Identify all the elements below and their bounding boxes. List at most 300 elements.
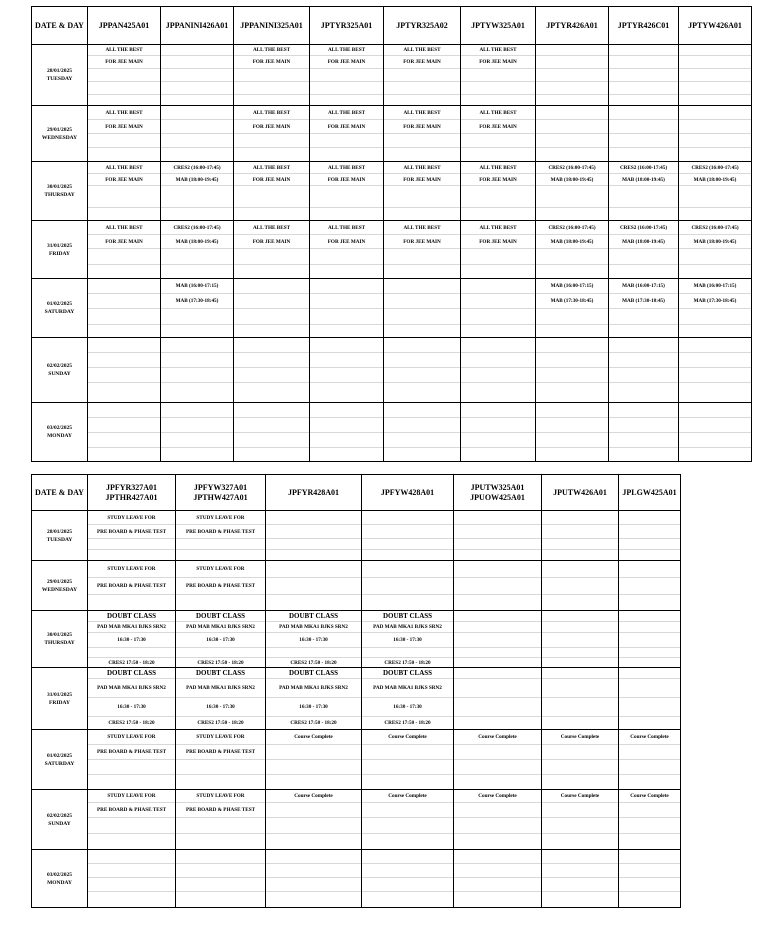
schedule-cell bbox=[161, 106, 234, 120]
schedule-cell: DOUBT CLASS bbox=[176, 611, 266, 622]
schedule-cell bbox=[619, 803, 681, 818]
schedule-cell bbox=[176, 648, 266, 658]
schedule-cell bbox=[161, 148, 234, 162]
schedule-cell: FOR JEE MAIN bbox=[88, 235, 161, 249]
schedule-cell bbox=[234, 265, 310, 279]
day-label: SUNDAY bbox=[48, 820, 71, 827]
schedule-cell bbox=[542, 892, 619, 908]
schedule-cell: STUDY LEAVE FOR bbox=[176, 561, 266, 578]
schedule-cell: PAD MAB MKA1 BJKS SRN2 bbox=[362, 622, 454, 633]
schedule-cell: FOR JEE MAIN bbox=[234, 120, 310, 134]
schedule-cell bbox=[161, 418, 234, 433]
schedule-cell bbox=[161, 433, 234, 448]
schedule-cell bbox=[461, 325, 536, 338]
schedule-cell bbox=[234, 353, 310, 368]
timetable-batch-group-1 bbox=[31, 6, 752, 462]
schedule-cell bbox=[609, 249, 679, 265]
schedule-cell bbox=[536, 56, 609, 69]
schedule-cell bbox=[542, 698, 619, 717]
schedule-cell: PRE BOARD & PHASE TEST bbox=[176, 578, 266, 595]
day-label: SATURDAY bbox=[44, 760, 75, 767]
timetable-row bbox=[32, 511, 681, 525]
schedule-cell: PAD MAB MKA1 BJKS SRN2 bbox=[88, 679, 176, 698]
schedule-cell bbox=[542, 561, 619, 578]
schedule-cell bbox=[362, 525, 454, 539]
schedule-cell bbox=[536, 353, 609, 368]
schedule-cell: STUDY LEAVE FOR bbox=[176, 730, 266, 745]
schedule-cell bbox=[609, 82, 679, 95]
timetable-row bbox=[32, 134, 752, 148]
schedule-cell bbox=[461, 338, 536, 353]
schedule-cell bbox=[679, 353, 752, 368]
schedule-cell bbox=[619, 745, 681, 760]
schedule-cell: MAB (18:00-19:45) bbox=[536, 235, 609, 249]
schedule-cell bbox=[542, 539, 619, 550]
schedule-cell: 16:30 - 17:30 bbox=[266, 698, 362, 717]
schedule-cell: FOR JEE MAIN bbox=[384, 235, 461, 249]
schedule-cell bbox=[384, 294, 461, 309]
timetable-row bbox=[32, 82, 752, 95]
timetable-row bbox=[32, 539, 681, 550]
schedule-cell bbox=[609, 309, 679, 325]
schedule-cell: ALL THE BEST bbox=[234, 221, 310, 235]
schedule-cell bbox=[161, 325, 234, 338]
schedule-cell bbox=[176, 775, 266, 790]
timetable-row bbox=[32, 622, 681, 633]
schedule-cell bbox=[266, 550, 362, 561]
schedule-cell bbox=[679, 120, 752, 134]
schedule-cell: FOR JEE MAIN bbox=[310, 235, 384, 249]
schedule-cell bbox=[679, 368, 752, 383]
schedule-cell bbox=[310, 279, 384, 294]
day-label: TUESDAY bbox=[46, 76, 73, 82]
schedule-cell bbox=[362, 850, 454, 864]
timetable-row bbox=[32, 249, 752, 265]
schedule-cell: ALL THE BEST bbox=[88, 106, 161, 120]
schedule-cell: ALL THE BEST bbox=[461, 221, 536, 235]
schedule-cell bbox=[88, 550, 176, 561]
timetable-row bbox=[32, 353, 752, 368]
schedule-cell bbox=[362, 595, 454, 611]
schedule-cell: FOR JEE MAIN bbox=[234, 235, 310, 249]
schedule-cell bbox=[88, 648, 176, 658]
schedule-cell bbox=[454, 668, 542, 679]
date-day-cell bbox=[32, 279, 88, 338]
timetable-row bbox=[32, 174, 752, 186]
schedule-cell bbox=[609, 69, 679, 82]
schedule-cell: FOR JEE MAIN bbox=[234, 174, 310, 186]
schedule-cell bbox=[536, 249, 609, 265]
schedule-cell bbox=[609, 134, 679, 148]
schedule-cell: MAB (16:00-17:15) bbox=[679, 279, 752, 294]
schedule-cell bbox=[619, 850, 681, 864]
schedule-cell bbox=[266, 760, 362, 775]
schedule-cell bbox=[619, 760, 681, 775]
schedule-cell: PRE BOARD & PHASE TEST bbox=[88, 578, 176, 595]
schedule-cell bbox=[362, 745, 454, 760]
schedule-cell: STUDY LEAVE FOR bbox=[88, 730, 176, 745]
schedule-cell bbox=[454, 878, 542, 892]
column-header-batch: JPPAN425A01 bbox=[88, 7, 161, 45]
schedule-cell bbox=[266, 850, 362, 864]
schedule-cell bbox=[679, 448, 752, 462]
day-label: SATURDAY bbox=[44, 309, 75, 315]
schedule-cell bbox=[461, 418, 536, 433]
timetable-row bbox=[32, 95, 752, 106]
schedule-cell bbox=[609, 325, 679, 338]
day-label: WEDNESDAY bbox=[41, 134, 78, 141]
timetable-row bbox=[32, 578, 681, 595]
schedule-cell bbox=[310, 368, 384, 383]
schedule-cell bbox=[234, 279, 310, 294]
schedule-cell: CRES2 17:50 - 18:20 bbox=[362, 658, 454, 668]
schedule-cell bbox=[461, 82, 536, 95]
schedule-cell bbox=[542, 803, 619, 818]
schedule-cell bbox=[619, 878, 681, 892]
schedule-cell bbox=[461, 294, 536, 309]
schedule-cell bbox=[619, 698, 681, 717]
schedule-cell bbox=[679, 338, 752, 353]
schedule-cell bbox=[310, 448, 384, 462]
schedule-cell: Course Complete bbox=[619, 730, 681, 745]
schedule-cell: FOR JEE MAIN bbox=[461, 120, 536, 134]
schedule-cell bbox=[542, 864, 619, 878]
schedule-cell bbox=[310, 208, 384, 221]
schedule-cell bbox=[536, 208, 609, 221]
timetable-row bbox=[32, 850, 681, 864]
schedule-cell bbox=[384, 249, 461, 265]
schedule-cell bbox=[384, 309, 461, 325]
schedule-cell bbox=[542, 717, 619, 730]
schedule-cell bbox=[619, 648, 681, 658]
schedule-cell bbox=[161, 368, 234, 383]
timetable-row bbox=[32, 69, 752, 82]
schedule-cell: PRE BOARD & PHASE TEST bbox=[176, 745, 266, 760]
schedule-cell bbox=[234, 418, 310, 433]
column-header-batch: JPTYR426A01 bbox=[536, 7, 609, 45]
schedule-cell bbox=[679, 56, 752, 69]
schedule-cell bbox=[461, 148, 536, 162]
column-header-batch: JPUTW426A01 bbox=[542, 475, 619, 511]
schedule-cell bbox=[609, 433, 679, 448]
date-label: 02/02/2025 bbox=[46, 812, 73, 819]
schedule-cell bbox=[609, 448, 679, 462]
schedule-cell bbox=[266, 818, 362, 834]
date-label: 30/01/2025 bbox=[46, 632, 73, 638]
timetable-row bbox=[32, 595, 681, 611]
schedule-cell: ALL THE BEST bbox=[310, 45, 384, 56]
timetable-row bbox=[32, 325, 752, 338]
timetable-row bbox=[32, 611, 681, 622]
schedule-cell bbox=[88, 265, 161, 279]
schedule-cell bbox=[176, 818, 266, 834]
schedule-cell bbox=[542, 834, 619, 850]
schedule-cell bbox=[161, 45, 234, 56]
timetable-row bbox=[32, 221, 752, 235]
schedule-cell bbox=[679, 82, 752, 95]
schedule-cell bbox=[384, 448, 461, 462]
schedule-cell bbox=[384, 325, 461, 338]
schedule-cell bbox=[384, 95, 461, 106]
date-day-cell bbox=[32, 611, 88, 668]
schedule-cell bbox=[619, 578, 681, 595]
schedule-cell bbox=[454, 717, 542, 730]
schedule-cell bbox=[454, 658, 542, 668]
schedule-cell bbox=[454, 745, 542, 760]
schedule-cell bbox=[310, 338, 384, 353]
schedule-cell bbox=[88, 368, 161, 383]
schedule-cell bbox=[88, 383, 161, 403]
schedule-cell: FOR JEE MAIN bbox=[461, 56, 536, 69]
schedule-cell: PRE BOARD & PHASE TEST bbox=[176, 525, 266, 539]
date-day-cell bbox=[32, 338, 88, 403]
schedule-cell bbox=[454, 525, 542, 539]
schedule-cell bbox=[88, 878, 176, 892]
timetable-row bbox=[32, 120, 752, 134]
schedule-cell: Course Complete bbox=[266, 790, 362, 803]
schedule-cell bbox=[461, 249, 536, 265]
schedule-cell bbox=[362, 511, 454, 525]
schedule-cell: Course Complete bbox=[542, 730, 619, 745]
timetable-row bbox=[32, 148, 752, 162]
schedule-cell bbox=[266, 834, 362, 850]
schedule-cell: PAD MAB MKA1 BJKS SRN2 bbox=[88, 622, 176, 633]
schedule-cell bbox=[234, 403, 310, 418]
schedule-cell: Course Complete bbox=[362, 730, 454, 745]
timetable-row bbox=[32, 892, 681, 908]
schedule-cell bbox=[609, 120, 679, 134]
schedule-cell: FOR JEE MAIN bbox=[234, 56, 310, 69]
schedule-cell: Course Complete bbox=[266, 730, 362, 745]
schedule-cell: ALL THE BEST bbox=[88, 162, 161, 174]
timetable-row bbox=[32, 186, 752, 208]
schedule-cell bbox=[679, 106, 752, 120]
date-label: 03/02/2025 bbox=[46, 425, 73, 431]
schedule-cell: CRES2 17:50 - 18:20 bbox=[176, 658, 266, 668]
schedule-cell bbox=[176, 878, 266, 892]
schedule-cell bbox=[362, 578, 454, 595]
schedule-cell: PRE BOARD & PHASE TEST bbox=[88, 745, 176, 760]
schedule-cell bbox=[88, 775, 176, 790]
timetable-row bbox=[32, 235, 752, 249]
schedule-cell: Course Complete bbox=[619, 790, 681, 803]
schedule-cell: ALL THE BEST bbox=[88, 221, 161, 235]
schedule-cell bbox=[454, 834, 542, 850]
date-day-cell bbox=[32, 668, 88, 730]
timetable-row bbox=[32, 648, 681, 658]
schedule-cell bbox=[619, 864, 681, 878]
schedule-cell bbox=[542, 878, 619, 892]
schedule-cell: PRE BOARD & PHASE TEST bbox=[88, 803, 176, 818]
schedule-cell bbox=[619, 633, 681, 648]
schedule-cell bbox=[176, 595, 266, 611]
schedule-cell bbox=[619, 818, 681, 834]
timetable-row bbox=[32, 403, 752, 418]
schedule-cell: ALL THE BEST bbox=[384, 221, 461, 235]
schedule-cell bbox=[88, 69, 161, 82]
schedule-cell bbox=[609, 95, 679, 106]
schedule-cell: CRES2 (16:00-17:45) bbox=[161, 162, 234, 174]
schedule-cell: FOR JEE MAIN bbox=[88, 120, 161, 134]
timetable-row bbox=[32, 338, 752, 353]
schedule-cell bbox=[161, 82, 234, 95]
schedule-cell: CRES2 (16:00-17:45) bbox=[536, 162, 609, 174]
timetable-row bbox=[32, 775, 681, 790]
timetable-row bbox=[32, 561, 681, 578]
schedule-cell: ALL THE BEST bbox=[310, 221, 384, 235]
schedule-cell bbox=[384, 403, 461, 418]
schedule-cell bbox=[536, 433, 609, 448]
schedule-cell bbox=[542, 775, 619, 790]
timetable-row bbox=[32, 368, 752, 383]
schedule-cell bbox=[310, 403, 384, 418]
schedule-cell: FOR JEE MAIN bbox=[384, 174, 461, 186]
date-day-cell bbox=[32, 790, 88, 850]
schedule-cell bbox=[88, 892, 176, 908]
schedule-cell: 16:30 - 17:30 bbox=[362, 633, 454, 648]
schedule-cell bbox=[362, 760, 454, 775]
schedule-cell bbox=[234, 208, 310, 221]
schedule-cell bbox=[454, 578, 542, 595]
schedule-cell bbox=[619, 611, 681, 622]
schedule-cell bbox=[310, 148, 384, 162]
schedule-cell: CRES2 (16:00-17:45) bbox=[679, 162, 752, 174]
schedule-cell bbox=[234, 134, 310, 148]
schedule-cell bbox=[542, 760, 619, 775]
schedule-cell: ALL THE BEST bbox=[234, 106, 310, 120]
schedule-cell bbox=[161, 249, 234, 265]
schedule-cell: CRES2 17:50 - 18:20 bbox=[266, 717, 362, 730]
schedule-cell bbox=[266, 892, 362, 908]
schedule-cell bbox=[619, 511, 681, 525]
schedule-cell: MAB (17:30-18:45) bbox=[536, 294, 609, 309]
schedule-cell: PAD MAB MKA1 BJKS SRN2 bbox=[176, 622, 266, 633]
column-header-batch: JPTYR325A02 bbox=[384, 7, 461, 45]
date-label: 01/02/2025 bbox=[46, 301, 73, 307]
schedule-cell bbox=[461, 368, 536, 383]
schedule-cell bbox=[542, 550, 619, 561]
schedule-cell: MAB (18:00-19:45) bbox=[609, 235, 679, 249]
schedule-cell bbox=[454, 648, 542, 658]
schedule-cell bbox=[88, 325, 161, 338]
schedule-cell bbox=[679, 134, 752, 148]
schedule-cell: CRES2 17:50 - 18:20 bbox=[88, 658, 176, 668]
date-label: 31/01/2025 bbox=[46, 691, 73, 698]
date-day-cell bbox=[32, 221, 88, 279]
schedule-cell bbox=[619, 561, 681, 578]
schedule-cell bbox=[362, 775, 454, 790]
schedule-cell bbox=[454, 679, 542, 698]
schedule-cell: FOR JEE MAIN bbox=[310, 174, 384, 186]
schedule-cell bbox=[176, 834, 266, 850]
schedule-cell bbox=[88, 760, 176, 775]
timetable-row bbox=[32, 433, 752, 448]
schedule-cell: MAB (18:00-19:45) bbox=[536, 174, 609, 186]
schedule-cell bbox=[161, 186, 234, 208]
column-header-batch: JPPANINI426A01 bbox=[161, 7, 234, 45]
timetable-row bbox=[32, 162, 752, 174]
schedule-cell bbox=[310, 186, 384, 208]
schedule-cell bbox=[266, 525, 362, 539]
schedule-cell: DOUBT CLASS bbox=[362, 668, 454, 679]
column-header-batch: JPTYR426C01 bbox=[609, 7, 679, 45]
schedule-cell: ALL THE BEST bbox=[234, 45, 310, 56]
schedule-cell bbox=[536, 338, 609, 353]
schedule-cell: MAB (16:00-17:15) bbox=[161, 279, 234, 294]
schedule-cell bbox=[461, 69, 536, 82]
column-header-date-day: DATE & DAY bbox=[32, 475, 88, 511]
schedule-cell bbox=[176, 760, 266, 775]
timetable-row bbox=[32, 56, 752, 69]
date-day-cell bbox=[32, 511, 88, 561]
schedule-cell bbox=[609, 45, 679, 56]
schedule-cell bbox=[384, 69, 461, 82]
day-label: THURSDAY bbox=[44, 640, 75, 646]
schedule-cell bbox=[542, 745, 619, 760]
schedule-cell bbox=[454, 803, 542, 818]
schedule-cell bbox=[536, 82, 609, 95]
schedule-cell: Course Complete bbox=[542, 790, 619, 803]
schedule-cell bbox=[536, 448, 609, 462]
schedule-cell: MAB (17:30-18:45) bbox=[609, 294, 679, 309]
schedule-cell bbox=[310, 134, 384, 148]
schedule-cell bbox=[536, 418, 609, 433]
schedule-cell bbox=[362, 648, 454, 658]
schedule-cell bbox=[310, 69, 384, 82]
schedule-cell bbox=[362, 834, 454, 850]
schedule-cell bbox=[461, 403, 536, 418]
schedule-cell bbox=[88, 186, 161, 208]
timetable-row bbox=[32, 294, 752, 309]
schedule-cell: ALL THE BEST bbox=[384, 162, 461, 174]
timetable-row bbox=[32, 745, 681, 760]
schedule-cell bbox=[176, 539, 266, 550]
schedule-cell: PAD MAB MKA1 BJKS SRN2 bbox=[362, 679, 454, 698]
schedule-cell: MAB (18:00-19:45) bbox=[609, 174, 679, 186]
schedule-cell bbox=[310, 82, 384, 95]
schedule-cell: ALL THE BEST bbox=[384, 106, 461, 120]
schedule-cell bbox=[536, 309, 609, 325]
timetable-row bbox=[32, 106, 752, 120]
schedule-cell: CRES2 17:50 - 18:20 bbox=[88, 717, 176, 730]
schedule-cell bbox=[536, 403, 609, 418]
schedule-cell bbox=[362, 818, 454, 834]
schedule-cell bbox=[362, 539, 454, 550]
schedule-cell bbox=[609, 403, 679, 418]
schedule-cell bbox=[454, 595, 542, 611]
schedule-cell bbox=[362, 864, 454, 878]
schedule-cell bbox=[619, 679, 681, 698]
schedule-cell bbox=[536, 265, 609, 279]
schedule-cell bbox=[310, 325, 384, 338]
schedule-cell bbox=[609, 106, 679, 120]
day-label: THURSDAY bbox=[44, 192, 75, 198]
schedule-cell bbox=[679, 95, 752, 106]
schedule-cell bbox=[536, 120, 609, 134]
schedule-cell bbox=[461, 433, 536, 448]
schedule-cell bbox=[88, 834, 176, 850]
schedule-cell bbox=[609, 265, 679, 279]
schedule-cell bbox=[362, 803, 454, 818]
schedule-cell bbox=[234, 368, 310, 383]
schedule-cell bbox=[88, 82, 161, 95]
schedule-cell bbox=[384, 265, 461, 279]
schedule-cell bbox=[619, 668, 681, 679]
schedule-cell bbox=[176, 864, 266, 878]
timetable-row bbox=[32, 658, 681, 668]
schedule-cell bbox=[88, 279, 161, 294]
schedule-cell: PRE BOARD & PHASE TEST bbox=[176, 803, 266, 818]
